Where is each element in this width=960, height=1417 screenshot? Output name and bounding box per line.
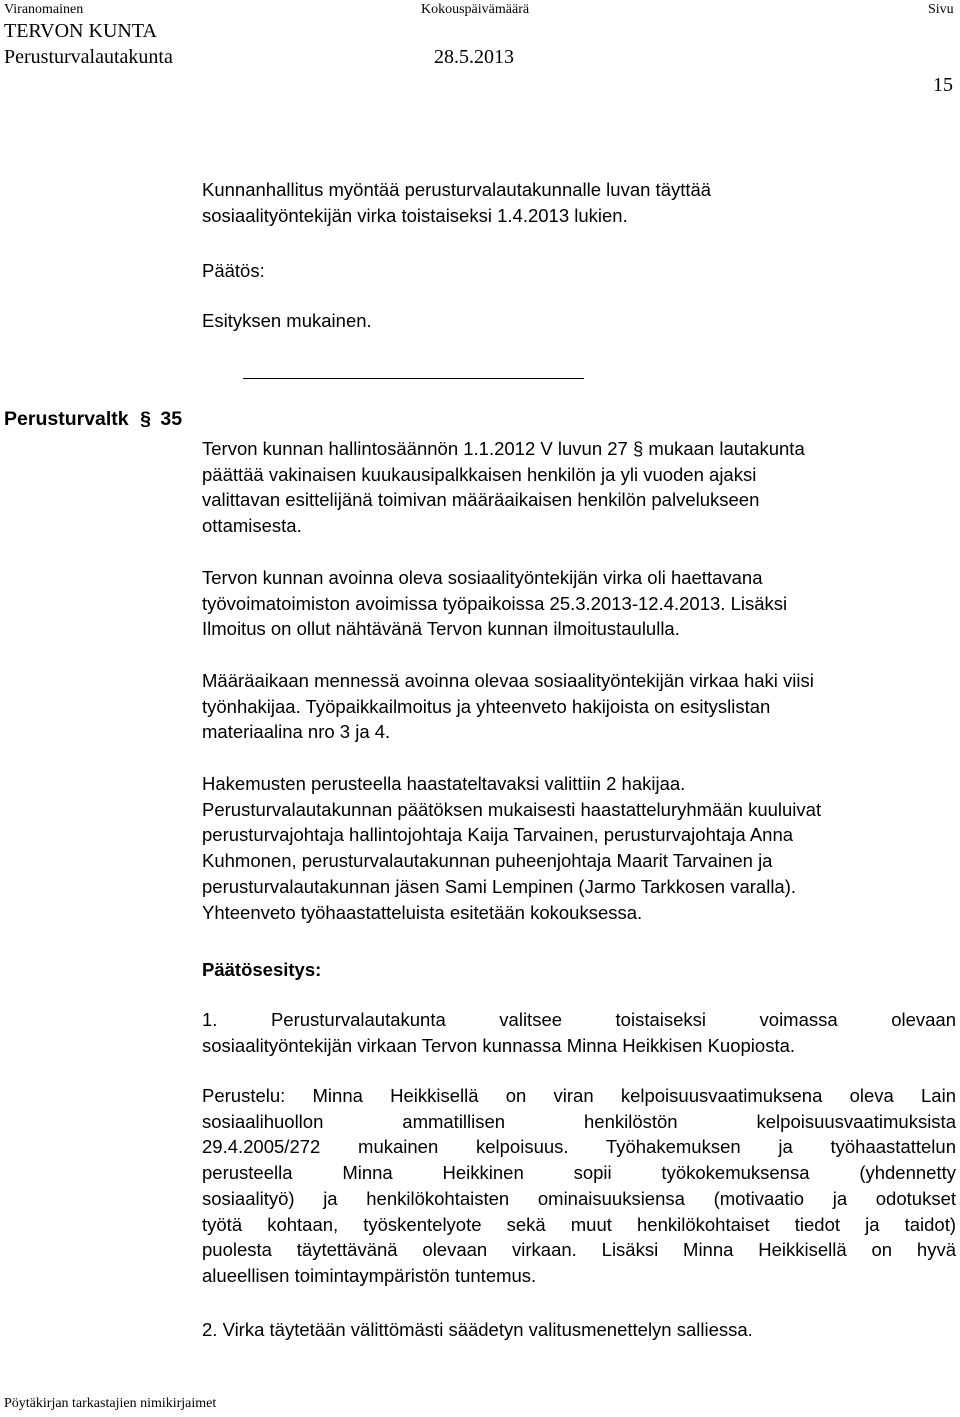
paragraph-line: perusturvajohtaja hallintojohtaja Kaija Tarvainen, perusturvajohtaja Anna xyxy=(202,824,794,846)
paragraph-line: Määräaikaan mennessä avoinna olevaa sosiaalityöntekijän virkaa haki viisi xyxy=(202,670,814,691)
header-date-label: Kokouspäivämäärä xyxy=(421,2,530,17)
paragraph-line: työtä kohtaan, työskentelyote sekä muut henkilökohtaiset tiedot ja taidot) xyxy=(202,1213,956,1235)
p1-text: Tervon kunnan hallintosäännön 1.1.2012 V luvun 27 xyxy=(202,438,628,459)
paragraph-vacancy xyxy=(202,565,956,642)
paragraph-line: 29.4.2005/272 mukainen kelpoisuus. Työhakemuksen ja työhaastattelun xyxy=(202,1136,956,1158)
section-sign-inline: § xyxy=(632,438,644,459)
paragraph-line: Kuhmonen, perusturvalautakunnan puheenjohtaja Maarit Tarvainen ja xyxy=(202,850,773,872)
paragraph-rules xyxy=(202,436,956,539)
decision-text: Esityksen mukainen. xyxy=(202,310,372,331)
paragraph-line: Perustelu: Minna Heikkisellä on viran kelpoisuusvaatimuksena oleva Lain xyxy=(202,1085,956,1106)
paragraph-line: perusturvalautakunnan jäsen Sami Lempinen (Jarmo Tarkkosen varalla). xyxy=(202,875,797,897)
paragraph-justification xyxy=(202,1083,956,1289)
paragraph-line xyxy=(202,436,956,462)
paragraph-proposal xyxy=(202,1007,956,1058)
header-page-label: Sivu xyxy=(928,2,954,17)
header-body-name: Perusturvalautakunta xyxy=(4,46,173,68)
paragraph-line: alueellisen toimintaympäristön tuntemus. xyxy=(202,1264,537,1286)
footer-label: Pöytäkirjan tarkastajien nimikirjaimet xyxy=(4,1396,217,1411)
decision-label: Päätös: xyxy=(202,260,265,281)
paragraph-interviews xyxy=(202,771,956,925)
paragraph-line: Ilmoitus on ollut nähtävänä Tervon kunnan ilmoitustaululla. xyxy=(202,618,680,640)
paragraph-line: työvoimatoimiston avoimissa työpaikoissa 25.3.2013-12.4.2013. Lisäksi xyxy=(202,592,788,614)
paragraph-line: ottamisesta. xyxy=(202,515,302,537)
paragraph-line: Hakemusten perusteella haastateltavaksi valittiin 2 hakijaa. xyxy=(202,773,686,794)
paragraph-appeal: 2. Virka täytetään välittömästi säädetyn valitusmenettelyn salliessa. xyxy=(202,1319,753,1340)
header-org-name: TERVON KUNTA xyxy=(4,20,157,42)
paragraph-line: sosiaalityö) ja henkilökohtaisten ominaisuuksiensa (motivaatio ja odotukset xyxy=(202,1187,956,1209)
paragraph-line: työnhakijaa. Työpaikkailmoitus ja yhteenveto hakijoista on esityslistan xyxy=(202,695,771,717)
paragraph-line: Perusturvalautakunnan päätöksen mukaisesti haastatteluryhmään kuuluivat xyxy=(202,798,822,820)
paragraph-line: puolesta täytettävänä olevaan virkaan. Lisäksi Minna Heikkisellä on hyvä xyxy=(202,1239,956,1261)
paragraph-line: materiaalina nro 3 ja 4. xyxy=(202,721,391,743)
paragraph-line: perusteella Minna Heikkinen sopii työkokemuksensa (yhdennetty xyxy=(202,1162,956,1184)
proposal-label: Päätösesitys: xyxy=(202,959,322,980)
header-org-label: Viranomainen xyxy=(4,2,84,17)
separator-line xyxy=(243,378,584,379)
paragraph-line: sosiaalihuollon ammatillisen henkilöstön kelpoisuusvaatimuksista xyxy=(202,1110,956,1132)
paragraph-line: päättää vakinaisen kuukausipalkkaisen henkilön ja yli vuoden ajaksi xyxy=(202,463,757,485)
paragraph-line: sosiaalityöntekijän virkaan Tervon kunnassa Minna Heikkisen Kuopiosta. xyxy=(202,1034,796,1056)
section-title-text: Perusturvaltk xyxy=(4,408,129,430)
paragraph-applicants xyxy=(202,668,956,745)
section-title xyxy=(4,408,182,431)
paragraph-line: valittavan esittelijänä toimivan määräaikaisen henkilön palvelukseen xyxy=(202,489,760,511)
intro-line: Kunnanhallitus myöntää perusturvalautakunnalle luvan täyttää xyxy=(202,179,712,200)
paragraph-line: 1. Perusturvalautakunta valitsee toistaiseksi voimassa olevaan xyxy=(202,1009,956,1030)
header-date-value: 28.5.2013 xyxy=(434,46,514,68)
intro-paragraph xyxy=(202,177,956,228)
header-page-number: 15 xyxy=(933,74,953,96)
section-sign: § xyxy=(140,408,151,430)
p1-text: mukaan lautakunta xyxy=(648,438,805,459)
section-number: 35 xyxy=(160,408,183,430)
paragraph-line: Yhteenveto työhaastatteluista esitetään kokouksessa. xyxy=(202,901,643,923)
paragraph-line: Tervon kunnan avoinna oleva sosiaalityöntekijän virka oli haettavana xyxy=(202,567,763,588)
intro-line: sosiaalityöntekijän virka toistaiseksi 1.4.2013 lukien. xyxy=(202,204,628,226)
